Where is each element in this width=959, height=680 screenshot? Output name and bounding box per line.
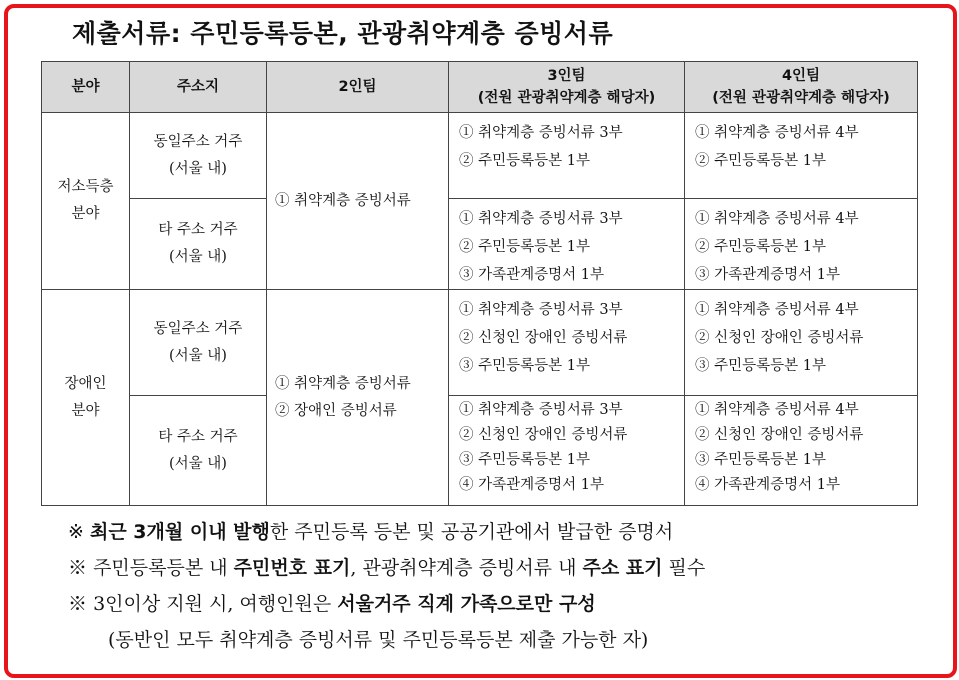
- header-field: 분야: [42, 62, 130, 113]
- doc-item: ② 주민등록등본 1부: [459, 239, 590, 255]
- address-sub: (서울 내): [169, 347, 227, 364]
- doc-item: ① 취약계층 증빙서류 4부: [695, 302, 859, 318]
- note-3: [68, 586, 705, 622]
- doc-item: ② 신청인 장애인 증빙서류: [695, 427, 864, 443]
- doc-item: ① 취약계층 증빙서류 3부: [459, 211, 623, 227]
- header-team4: [685, 62, 918, 113]
- address-label: 타 주소 거주: [158, 222, 238, 238]
- field-label: 분야: [71, 402, 100, 419]
- doc-item: ① 취약계층 증빙서류: [275, 375, 411, 392]
- doc-item: ① 취약계층 증빙서류 4부: [695, 211, 859, 227]
- team2-cell: [267, 113, 449, 290]
- doc-item: ① 취약계층 증빙서류: [275, 192, 411, 209]
- address-cell: [130, 396, 267, 506]
- doc-item: ① 취약계층 증빙서류 4부: [695, 125, 859, 141]
- note-mark: ※: [68, 593, 88, 615]
- note-text: 필수: [662, 557, 706, 579]
- doc-item: ① 취약계층 증빙서류 3부: [459, 302, 623, 318]
- table-row: [42, 113, 918, 199]
- team4-cell: [685, 396, 918, 506]
- team2-cell: [267, 290, 449, 506]
- address-label: 동일주소 거주: [153, 133, 243, 150]
- note-text: 3인이상 지원 시, 여행인원은: [93, 593, 338, 615]
- doc-item: ② 신청인 장애인 증빙서류: [459, 427, 628, 443]
- table-row: [42, 396, 918, 506]
- address-sub: (서울 내): [169, 249, 227, 265]
- doc-item: ② 신청인 장애인 증빙서류: [695, 330, 864, 346]
- doc-item: ② 장애인 증빙서류: [275, 402, 397, 419]
- doc-item: ① 취약계층 증빙서류 4부: [695, 402, 859, 418]
- header-team2: 2인팀: [267, 62, 449, 113]
- field-cell-disabled: [42, 290, 130, 506]
- doc-item: ① 취약계층 증빙서류 3부: [459, 402, 623, 418]
- doc-item: ③ 주민등록등본 1부: [459, 358, 590, 374]
- note-mark: ※: [68, 557, 88, 579]
- required-documents-table: [41, 61, 918, 506]
- doc-item: ③ 주민등록등본 1부: [459, 452, 590, 468]
- note-text: 주민등록등본 내: [93, 557, 234, 579]
- address-label: 동일주소 거주: [153, 320, 243, 337]
- team3-cell: [449, 113, 685, 199]
- doc-item: ② 주민등록등본 1부: [695, 153, 826, 169]
- note-1: [68, 514, 705, 550]
- note-bold: 주민번호 표기: [233, 557, 351, 579]
- doc-item: ① 취약계층 증빙서류 3부: [459, 125, 623, 141]
- note-bold: 최근 3개월 이내 발행: [89, 521, 270, 543]
- doc-item: ③ 주민등록등본 1부: [695, 358, 826, 374]
- note-text: 한 주민등록 등본 및 공공기관에서 발급한 증명서: [269, 521, 674, 543]
- note-4: (동반인 모두 취약계층 증빙서류 및 주민등록등본 제출 가능한 자): [108, 629, 649, 651]
- address-label: 타 주소 거주: [158, 428, 238, 445]
- header-team4-sub: (전원 관광취약계층 해당자): [712, 90, 890, 106]
- address-cell: [130, 113, 267, 199]
- table-row: [42, 199, 918, 290]
- header-address: 주소지: [130, 62, 267, 113]
- notes-block: [68, 514, 705, 658]
- doc-item: ③ 가족관계증명서 1부: [459, 267, 604, 283]
- doc-item: ② 신청인 장애인 증빙서류: [459, 330, 628, 346]
- note-text: , 관광취약계층 증빙서류 내: [350, 557, 583, 579]
- header-team3-title: 3인팀: [547, 68, 586, 84]
- doc-item: ③ 가족관계증명서 1부: [695, 267, 840, 283]
- field-label: 장애인: [64, 375, 107, 392]
- team4-cell: [685, 290, 918, 396]
- table-row: [42, 290, 918, 396]
- address-cell: [130, 290, 267, 396]
- team3-cell: [449, 396, 685, 506]
- field-label: 저소득층: [57, 179, 114, 195]
- address-sub: (서울 내): [169, 455, 227, 472]
- doc-item: ③ 주민등록등본 1부: [695, 452, 826, 468]
- note-2: [68, 550, 705, 586]
- team3-cell: [449, 199, 685, 290]
- doc-item: ② 주민등록등본 1부: [695, 239, 826, 255]
- header-team3: [449, 62, 685, 113]
- doc-item: ② 주민등록등본 1부: [459, 153, 590, 169]
- note-bold: 서울거주 직계 가족으로만 구성: [337, 593, 596, 615]
- team4-cell: [685, 199, 918, 290]
- team4-cell: [685, 113, 918, 199]
- doc-item: ④ 가족관계증명서 1부: [459, 477, 604, 493]
- table-header-row: [42, 62, 918, 113]
- header-team4-title: 4인팀: [781, 68, 821, 84]
- note-bold: 주소 표기: [582, 557, 663, 579]
- team3-cell: [449, 290, 685, 396]
- address-sub: (서울 내): [169, 160, 227, 177]
- address-cell: [130, 199, 267, 290]
- page-title: 제출서류: 주민등록등본, 관광취약계층 증빙서류: [72, 19, 614, 48]
- doc-item: ④ 가족관계증명서 1부: [695, 477, 840, 493]
- header-team3-sub: (전원 관광취약계층 해당자): [477, 90, 656, 106]
- field-cell-low-income: [42, 113, 130, 290]
- note-mark: ※: [68, 521, 84, 543]
- field-label: 분야: [71, 206, 100, 222]
